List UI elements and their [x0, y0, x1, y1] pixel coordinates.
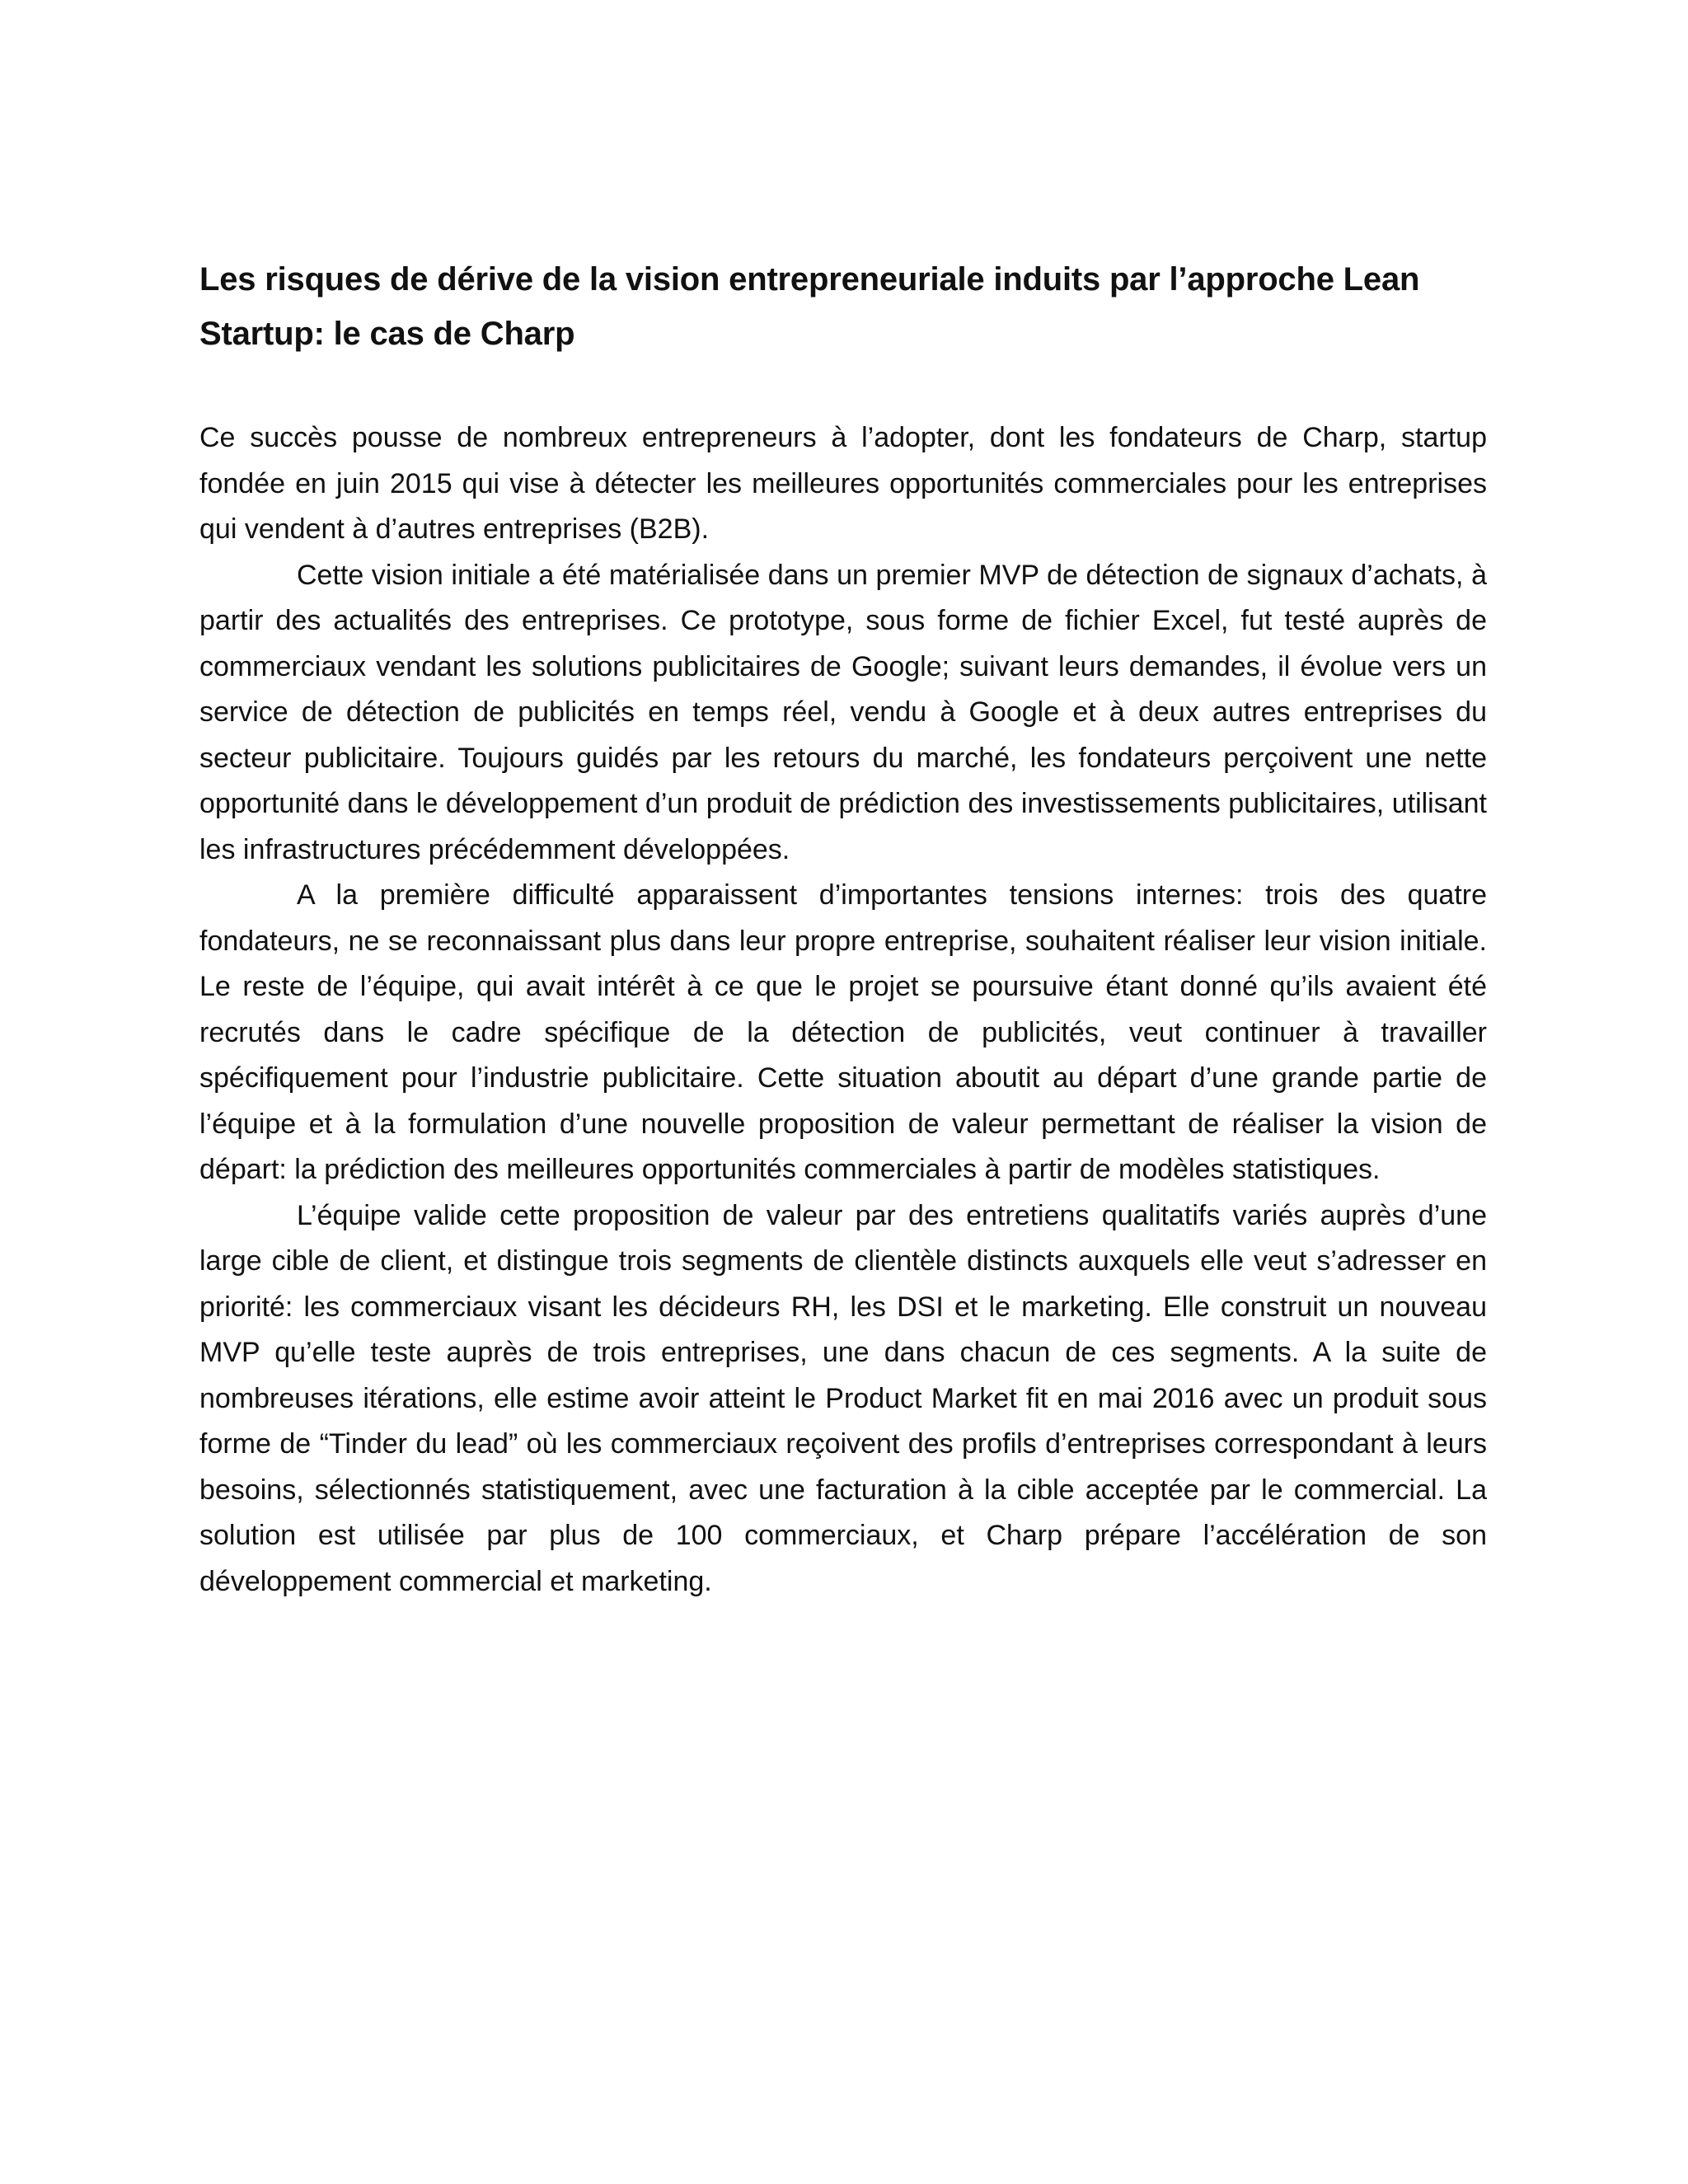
document-title: Les risques de dérive de la vision entrepreneuriale induits par l’approche Lean Startup: le cas de Charp: [199, 261, 1420, 352]
paragraph-1: Ce succès pousse de nombreux entrepreneurs à l’adopter, dont les fondateurs de Charp, startup fondée en juin 2015 qui vise à détecter les meilleures opportunités commerciales pour les entreprises qui vendent à d’autres entreprises (B2B).: [199, 422, 1487, 545]
paragraph-2: Cette vision initiale a été matérialisée dans un premier MVP de détection de signaux d’achats, à partir des actualités des entreprises. Ce prototype, sous forme de fichier Excel, fut testé auprès de commerciaux vendant les solutions publicitaires de Google; suivant leurs demandes, il évolue vers un service de détection de publicités en temps réel, vendu à Google et à deux autres entreprises du secteur publicitaire. Toujours guidés par les retours du marché, les fondateurs perçoivent une nette opportunité dans le développement d’un produit de prédiction des investissements publicitaires, utilisant les infrastructures précédemment développées.: [199, 559, 1487, 865]
paragraph-3: A la première difficulté apparaissent d’importantes tensions internes: trois des quatre fondateurs, ne se reconnaissant plus dans leur propre entreprise, souhaitent réaliser leur vision initiale. Le reste de l’équipe, qui avait intérêt à ce que le projet se poursuive étant donné qu’ils avaient été recrutés dans le cadre spécifique de la détection de publicités, veut continuer à travailler spécifiquement pour l’industrie publicitaire. Cette situation aboutit au départ d’une grande partie de l’équipe et à la formulation d’une nouvelle proposition de valeur permettant de réaliser la vision de départ: la prédiction des meilleures opportunités commerciales à partir de modèles statistiques.: [199, 879, 1487, 1185]
paragraph-4: L’équipe valide cette proposition de valeur par des entretiens qualitatifs variés auprès d’une large cible de client, et distingue trois segments de clientèle distincts auxquels elle veut s’adresser en priorité: les commerciaux visant les décideurs RH, les DSI et le marketing. Elle construit un nouveau MVP qu’elle teste auprès de trois entreprises, une dans chacun de ces segments. A la suite de nombreuses itérations, elle estime avoir atteint le Product Market fit en mai 2016 avec un produit sous forme de “Tinder du lead” où les commerciaux reçoivent des profils d’entreprises correspondant à leurs besoins, sélectionnés statistiquement, avec une facturation à la cible acceptée par le commercial. La solution est utilisée par plus de 100 commerciaux, et Charp prépare l’accélération de son développement commercial et marketing.: [199, 1199, 1487, 1597]
document-body: [199, 252, 1487, 1605]
